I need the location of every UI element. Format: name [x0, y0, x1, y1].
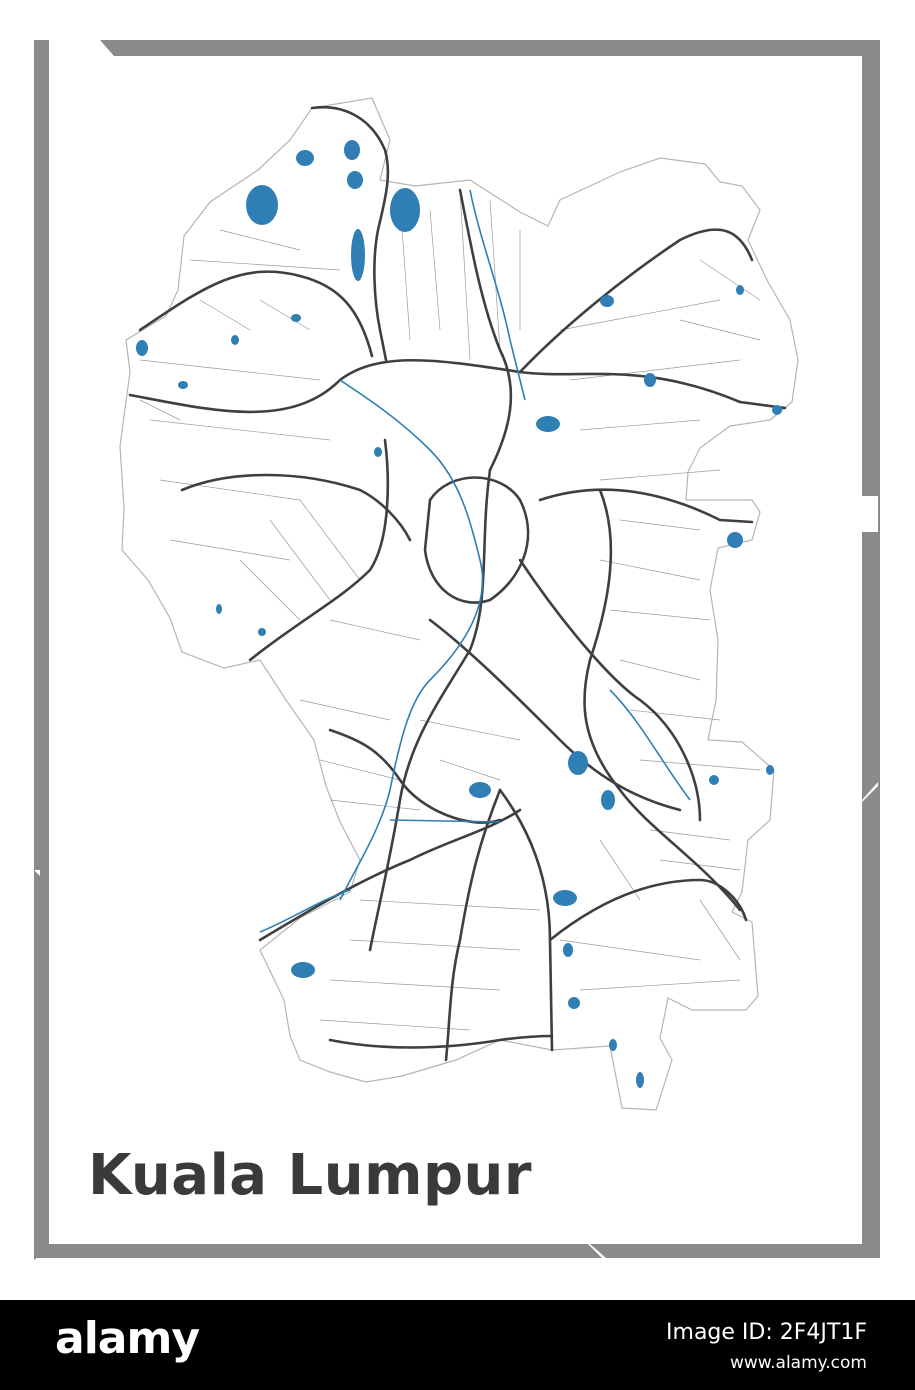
lake [727, 532, 743, 548]
lake [644, 373, 656, 387]
lake [390, 188, 420, 232]
lake [553, 890, 577, 906]
lake [709, 775, 719, 785]
lake [344, 140, 360, 160]
lake [296, 150, 314, 166]
lake [766, 765, 774, 775]
lake [469, 782, 491, 798]
lake [231, 335, 239, 345]
watermark-url: www.alamy.com [729, 1353, 867, 1373]
lake [374, 447, 382, 457]
lake [609, 1039, 617, 1051]
lake [291, 962, 315, 978]
lake [536, 416, 560, 432]
lake [178, 381, 188, 389]
lake [772, 405, 782, 415]
lake [568, 997, 580, 1009]
city-boundary [120, 98, 798, 1110]
lake [258, 628, 266, 636]
lake [291, 314, 301, 322]
lake [601, 790, 615, 810]
watermark-image-id: Image ID: 2F4JT1F [666, 1320, 867, 1345]
lake [351, 229, 365, 281]
lake [563, 943, 573, 957]
lake [136, 340, 148, 356]
lake [600, 295, 614, 307]
lake [568, 751, 588, 775]
map-title: Kuala Lumpur [88, 1143, 533, 1208]
lake [246, 185, 278, 225]
watermark-brand-logo: alamy [55, 1313, 199, 1364]
lake [216, 604, 222, 614]
lake [347, 171, 363, 189]
lake [636, 1072, 644, 1088]
lake [736, 285, 744, 295]
